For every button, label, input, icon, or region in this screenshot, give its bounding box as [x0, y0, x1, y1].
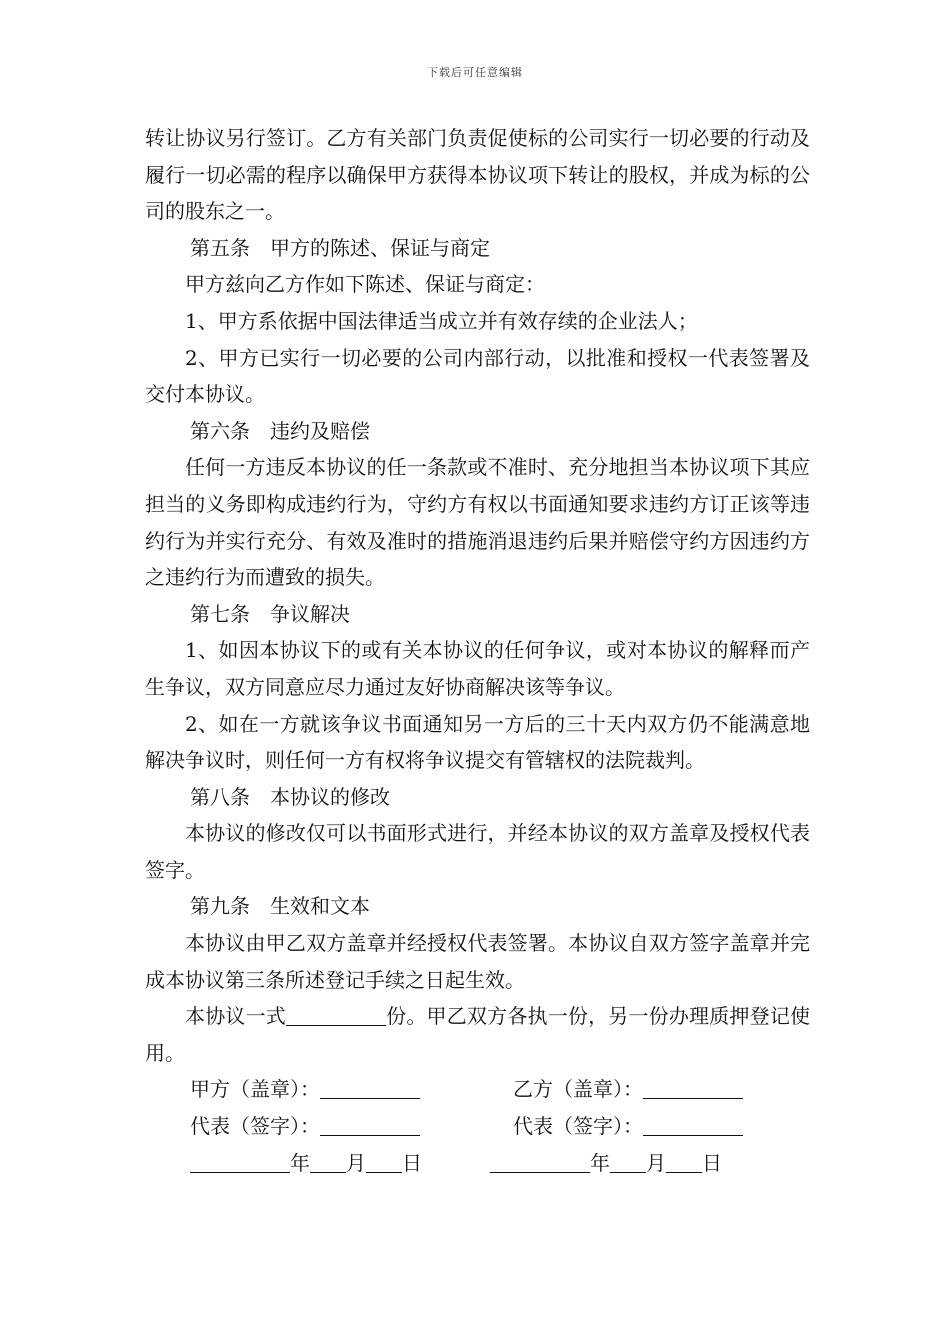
article-9-copies	[145, 998, 810, 1071]
party-b-rep-blank	[643, 1113, 743, 1136]
article-8-body: 本协议的修改仅可以书面形式进行，并经本协议的双方盖章及授权代表签字。	[145, 821, 810, 882]
day-blank	[666, 1150, 702, 1173]
month-label: 月	[346, 1150, 366, 1175]
party-b-rep-label: 代表（签字）：	[513, 1114, 643, 1139]
article-5-heading: 第五条 甲方的陈述、保证与商定	[190, 235, 490, 260]
party-a-date	[190, 1145, 422, 1182]
date-row	[145, 1145, 810, 1182]
year-label: 年	[290, 1150, 310, 1175]
article-8-heading: 第八条 本协议的修改	[190, 784, 390, 809]
article-5-item-2: 2、甲方已实行一切必要的公司内部行动，以批准和授权一代表签署及交付本协议。	[145, 345, 810, 407]
party-b-date	[490, 1145, 722, 1182]
month-blank	[310, 1150, 346, 1173]
article-7-heading: 第七条 争议解决	[190, 601, 350, 626]
representative-row	[145, 1108, 810, 1145]
document-body	[145, 120, 810, 1181]
article-6-heading: 第六条 违约及赔偿	[190, 418, 370, 443]
article-7-item-1: 1、如因本协议下的或有关本协议的任何争议，或对本协议的解释而产生争议，双方同意应尽力通过友好协商解决该等争议。	[145, 638, 810, 699]
copies-blank	[286, 1003, 386, 1026]
paragraph-continuation: 转让协议另行签订。乙方有关部门负责促使标的公司实行一切必要的行动及履行一切必需的程序以确保甲方获得本协议项下转让的股权，并成为标的公司的股东之一。	[145, 126, 810, 224]
year-blank	[490, 1150, 590, 1173]
year-label: 年	[590, 1150, 610, 1175]
party-a-seal-blank	[320, 1076, 420, 1099]
copies-text-pre: 本协议一式	[185, 1004, 286, 1029]
party-a-seal-label: 甲方（盖章）：	[190, 1077, 320, 1102]
article-5-item-1: 1、甲方系依据中国法律适当成立并有效存续的企业法人；	[185, 308, 698, 333]
month-label: 月	[646, 1150, 666, 1175]
page-header: 下载后可任意编辑	[427, 66, 523, 79]
party-b-seal-blank	[643, 1076, 743, 1099]
party-a-seal	[190, 1071, 420, 1108]
party-a-rep-blank	[320, 1113, 420, 1136]
article-5-intro: 甲方兹向乙方作如下陈述、保证与商定：	[185, 272, 545, 297]
copies-text-post: 份。甲乙双方各执一份，另一份办理质押登记使用。	[145, 1004, 811, 1065]
day-label: 日	[402, 1150, 422, 1175]
article-9-body: 本协议由甲乙双方盖章并经授权代表签署。本协议自双方签字盖章并完成本协议第三条所述登记手续之日起生效。	[145, 931, 810, 992]
party-b-seal-label: 乙方（盖章）：	[513, 1077, 643, 1102]
party-b-seal	[513, 1071, 743, 1108]
year-blank	[190, 1150, 290, 1173]
day-label: 日	[702, 1150, 722, 1175]
article-6-body: 任何一方违反本协议的任一条款或不准时、充分地担当本协议项下其应担当的义务即构成违约行为，守约方有权以书面通知要求违约方订正该等违约行为并实行充分、有效及准时的措施消退违约后果并赔偿守约方因违约方之违约行为而遭致的损失。	[145, 455, 810, 590]
party-b-rep	[513, 1108, 743, 1145]
party-a-rep-label: 代表（签字）：	[190, 1114, 320, 1139]
article-7-item-2: 2、如在一方就该争议书面通知另一方后的三十天内双方仍不能满意地解决争议时，则任何一方有权将争议提交有管辖权的法院裁判。	[145, 711, 810, 773]
seal-row	[145, 1071, 810, 1108]
article-9-heading: 第九条 生效和文本	[190, 894, 370, 919]
month-blank	[610, 1150, 646, 1173]
party-a-rep	[190, 1108, 420, 1145]
day-blank	[366, 1150, 402, 1173]
